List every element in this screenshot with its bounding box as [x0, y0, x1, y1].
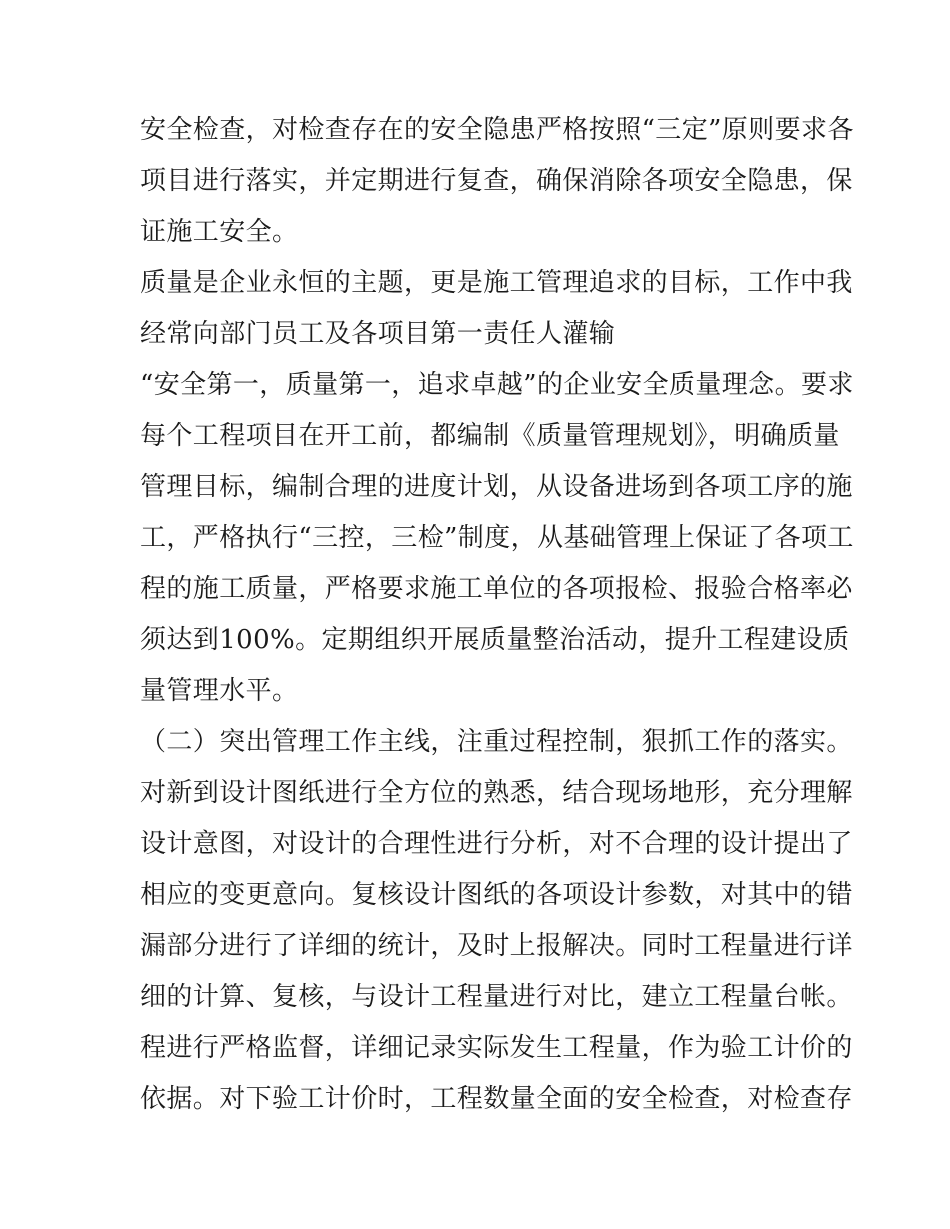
text-line-6: “安全第一，质量第一，追求卓越”的企业安全质量理念。要求: [140, 370, 854, 400]
text-line-14: 对新到设计图纸进行全方位的熟悉，结合现场地形，充分理解: [140, 778, 853, 808]
text-line-12: 量管理水平。: [140, 676, 299, 706]
text-line-20: 依据。对下验工计价时，工程数量全面的安全检查，对检查存: [140, 1084, 853, 1114]
section-heading-2: （二）突出管理工作主线，注重过程控制，狠抓工作的落实。: [140, 727, 853, 757]
text-line-8: 管理目标，编制合理的进度计划，从设备进场到各项工序的施: [140, 472, 853, 502]
text-line-19: 程进行严格监督，详细记录实际发生工程量，作为验工计价的: [140, 1033, 853, 1063]
text-line-2: 项目进行落实，并定期进行复查，确保消除各项安全隐患，保: [140, 166, 853, 196]
text-line-18: 细的计算、复核，与设计工程量进行对比，建立工程量台帐。: [140, 982, 853, 1012]
text-line-17: 漏部分进行了详细的统计，及时上报解决。同时工程量进行详: [140, 931, 853, 961]
text-line-16: 相应的变更意向。复核设计图纸的各项设计参数，对其中的错: [140, 880, 853, 910]
text-line-15: 设计意图，对设计的合理性进行分析，对不合理的设计提出了: [140, 829, 853, 859]
text-line-7: 每个工程项目在开工前，都编制《质量管理规划》，明确质量: [140, 421, 840, 451]
text-line-5: 经常向部门员工及各项目第一责任人灌输: [140, 319, 616, 349]
text-line-1: 安全检查，对检查存在的安全隐患严格按照“三定”原则要求各: [140, 115, 854, 145]
text-line-10: 程的施工质量，严格要求施工单位的各项报检、报验合格率必: [140, 574, 853, 604]
text-line-3: 证施工安全。: [140, 217, 299, 247]
text-line-4: 质量是企业永恒的主题，更是施工管理追求的目标，工作中我: [140, 268, 853, 298]
text-line-9: 工，严格执行“三控，三检”制度，从基础管理上保证了各项工: [140, 523, 854, 553]
text-line-11: 须达到100%。定期组织开展质量整治活动，提升工程建设质: [140, 625, 850, 655]
document-body-text: [140, 105, 854, 1125]
